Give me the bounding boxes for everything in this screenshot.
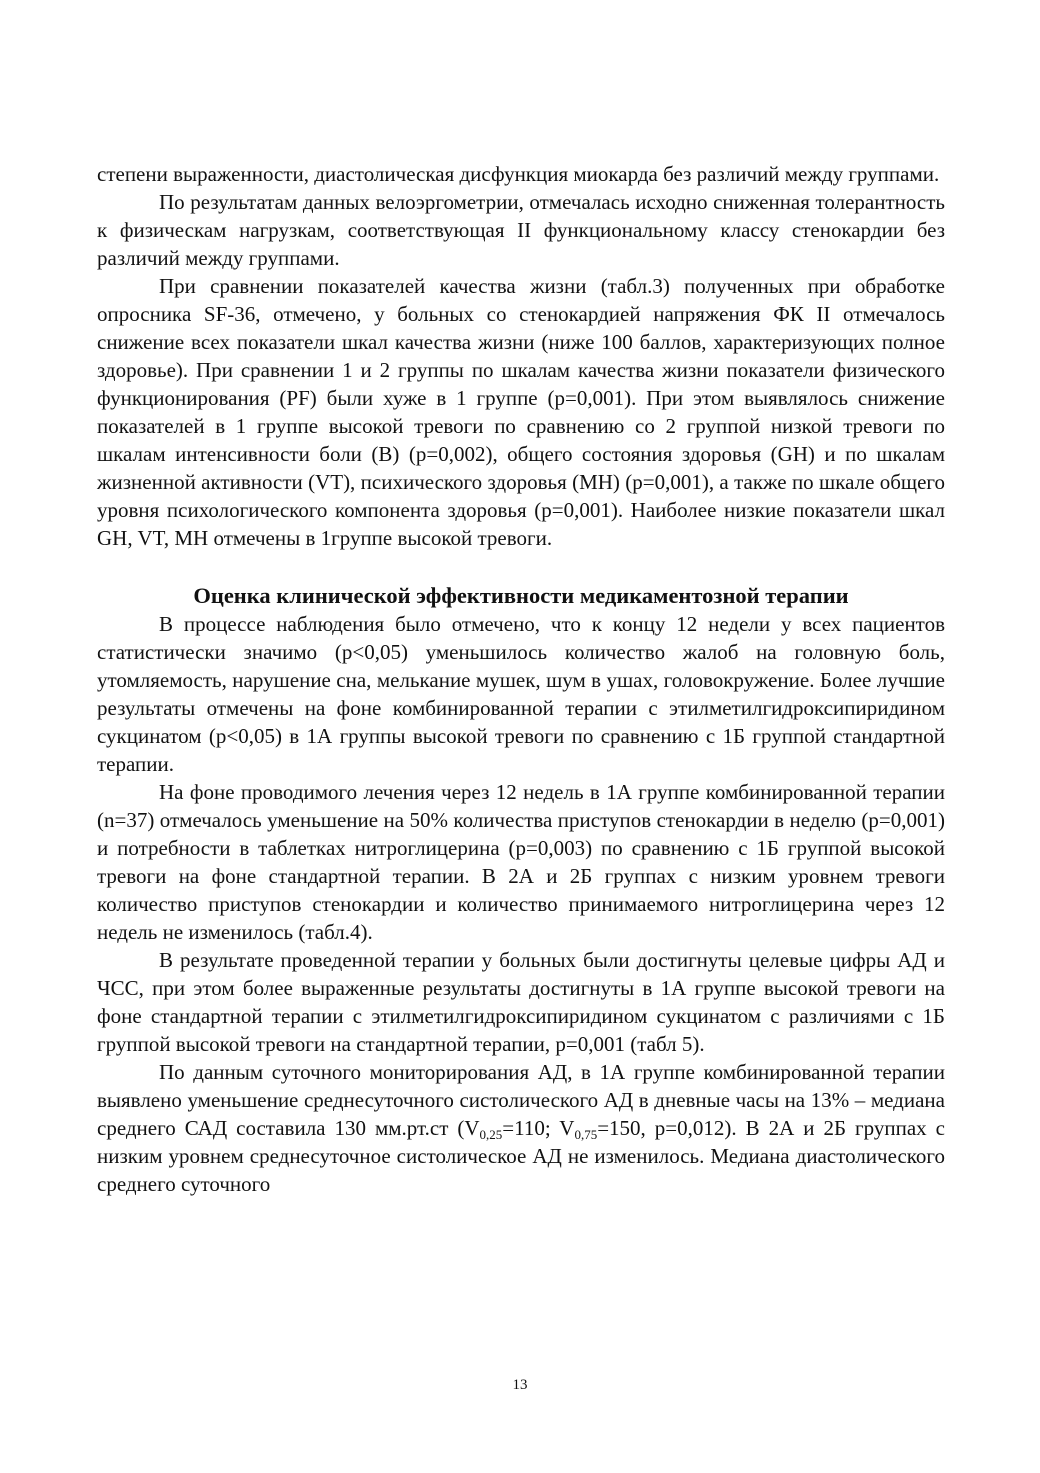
section-heading: Оценка клинической эффективности медикаментозной терапии — [193, 583, 849, 608]
paragraph-veloergometry: По результатам данных велоэргометрии, отмечалась исходно сниженная толерантность к физическам нагрузкам, соответствующая II функциональному классу стенокардии без различий между группами. — [97, 190, 945, 270]
document-page — [97, 160, 945, 1198]
paragraph-treatment: На фоне проводимого лечения через 12 недель в 1А группе комбинированной терапии (n=37) отмечалось уменьшение на 50% количества приступов стенокардии в неделю (p=0,001) и потребности в таблетках нитроглицерина (p=0,003) по сравнению с 1Б группой высокой тревоги на фоне стандартной терапии. В 2А и 2Б группах с низким уровнем тревоги количество приступов стенокардии и количество принимаемого нитроглицерина через 12 недель не изменилось (табл.4). — [97, 780, 945, 944]
monitoring-text-part2: =110; V — [502, 1116, 575, 1140]
paragraph-observation: В процессе наблюдения было отмечено, что к концу 12 недели у всех пациентов статистически значимо (p<0,05) уменьшилось количество жалоб на головную боль, утомляемость, нарушение сна, мелькание мушек, шум в ушах, головокружение. Более лучшие результаты отмечены на фоне комбинированной терапии с этилметилгидроксипиридином сукцинатом (p<0,05) в 1А группы высокой тревоги по сравнению с 1Б группой стандартной терапии. — [97, 612, 945, 776]
page-number: 13 — [512, 1377, 528, 1393]
monitoring-text-part3: =150, p=0,012). В 2А и 2Б группах с низким уровнем среднесуточное систолическое АД не изменилось. Медиана диастолического среднего суточного — [97, 1116, 945, 1196]
paragraph-quality-of-life: При сравнении показателей качества жизни (табл.3) полученных при обработке опросника SF-36, отмечено, у больных со стенокардией напряжения ФК II отмечалось снижение всех показатели шкал качества жизни (ниже 100 баллов, характеризующих полное здоровье). При сравнении 1 и 2 группы по шкалам качества жизни показатели физического функционирования (PF) были хуже в 1 группе (p=0,001). При этом выявлялось снижение показателей в 1 группе высокой тревоги по сравнению со 2 группой низкой тревоги по шкалам интенсивности боли (B) (p=0,002), общего состояния здоровья (GH) и по шкалам жизненной активности (VT), психического здоровья (MH) (p=0,001), а также по шкале общего уровня психологического компонента здоровья (p=0,001). Наиболее низкие показатели шкал GH, VT, MH отмечены в 1группе высокой тревоги. — [97, 274, 945, 550]
subscript-quartile-low: 0,25 — [479, 1127, 503, 1142]
monitoring-text-part1: По данным суточного мониторирования АД, в 1А группе комбинированной терапии выявлено уменьшение среднесуточного систолического АД в дневные часы на 13% – медиана среднего САД составила 130 мм.рт.ст (V — [97, 1060, 945, 1140]
paragraph-therapy-results: В результате проведенной терапии у больных были достигнуты целевые цифры АД и ЧСС, при этом более выраженные результаты достигнуты в 1А группе высокой тревоги на фоне стандартной терапии с этилметилгидроксипиридином сукцинатом с различиями с 1Б группой высокой тревоги на стандартной терапии, p=0,001 (табл 5). — [97, 948, 945, 1056]
paragraph-continuation: степени выраженности, диастолическая дисфункция миокарда без различий между группами. — [97, 162, 940, 186]
subscript-quartile-high: 0,75 — [574, 1127, 598, 1142]
paragraph-monitoring — [97, 1058, 945, 1198]
